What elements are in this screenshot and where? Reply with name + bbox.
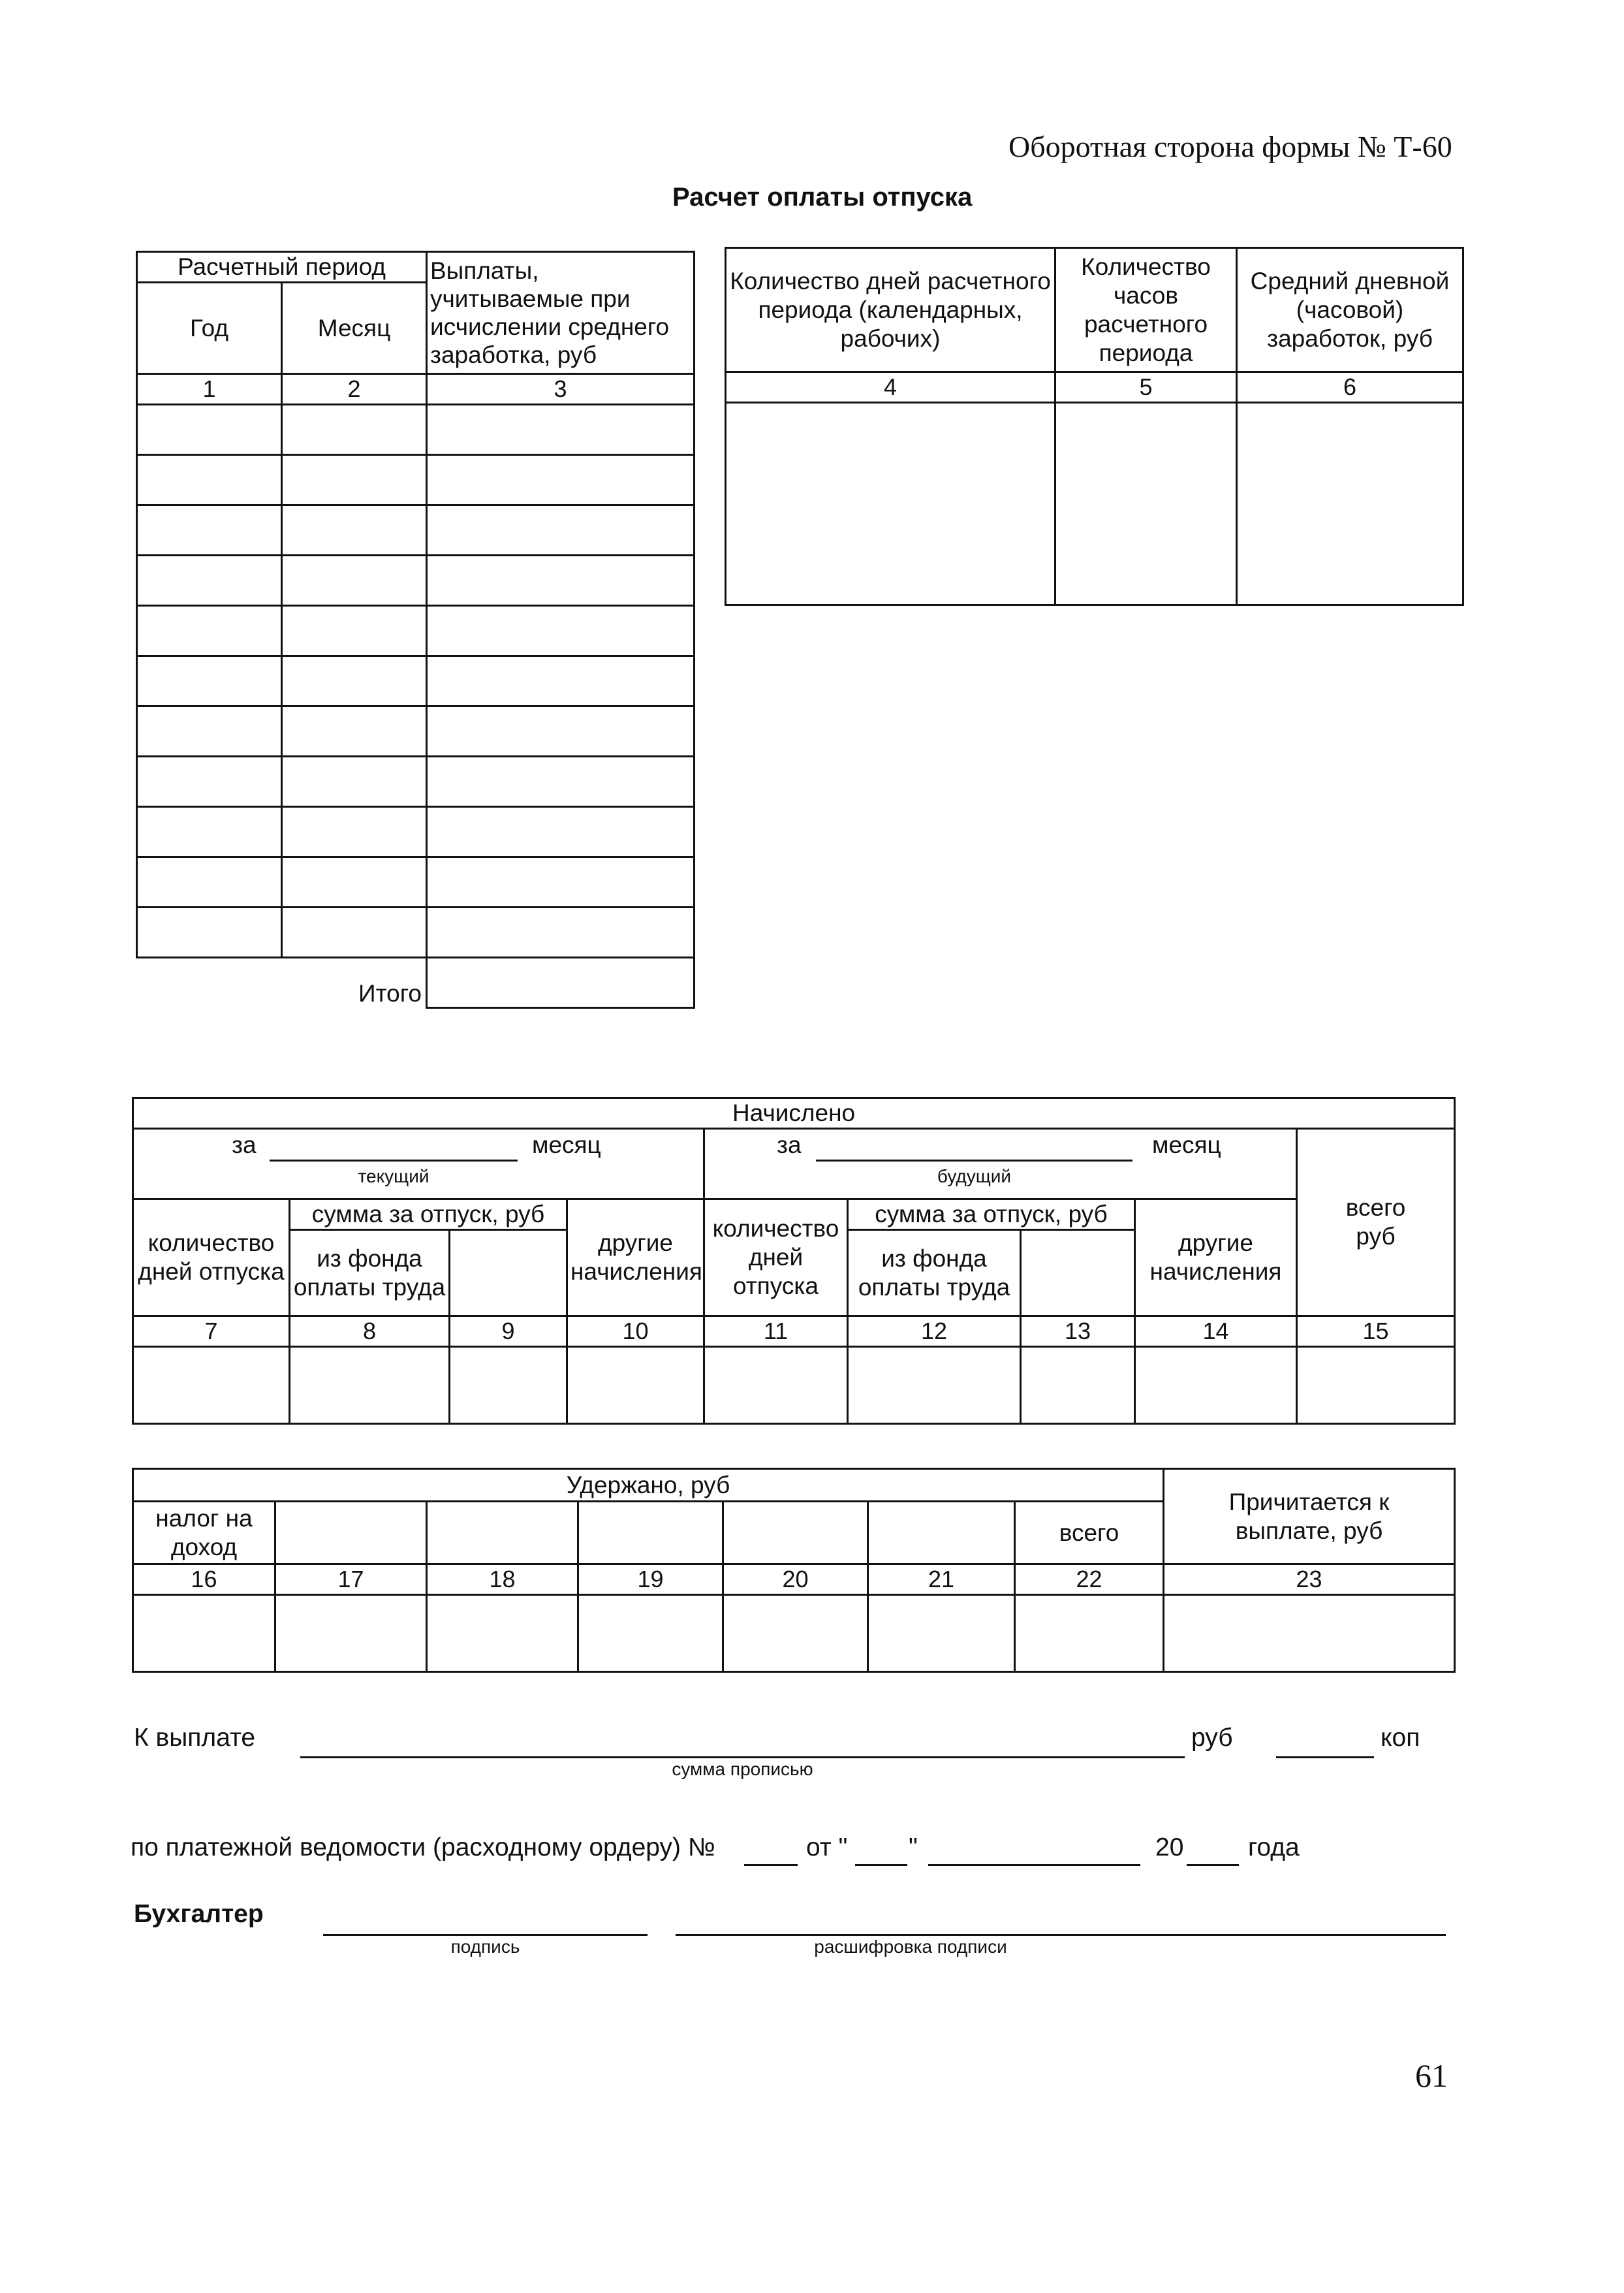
month-cell[interactable] [282,556,427,606]
col-number: 22 [1015,1564,1164,1595]
current-month-line[interactable] [270,1160,518,1162]
year-cell[interactable] [137,455,282,505]
income-tax-header: налог на доход [133,1502,275,1564]
days-vacation-next-header: количество дней отпуска [704,1199,848,1316]
col-number: 15 [1297,1316,1455,1347]
month-cell[interactable] [282,908,427,958]
year-cell[interactable] [137,656,282,706]
withheld-cell[interactable] [868,1595,1015,1672]
avg-earnings-cell[interactable] [1237,403,1463,605]
payments-cell[interactable] [427,807,695,857]
month-cell[interactable] [282,656,427,706]
page-title: Расчет оплаты отпуска [672,183,973,212]
month-cell[interactable] [282,857,427,908]
col-number: 16 [133,1564,275,1595]
accountant-label: Бухгалтер [134,1900,264,1928]
kop-line[interactable] [1276,1756,1374,1758]
col-number: 7 [133,1316,290,1347]
month-cell[interactable] [282,807,427,857]
total-label: Итого [358,979,422,1007]
accrued-cell[interactable] [567,1347,704,1424]
from-label: от " [806,1833,848,1861]
col-number: 12 [848,1316,1021,1347]
signature-line[interactable] [323,1934,648,1936]
days-cell[interactable] [726,403,1055,605]
statement-number-line[interactable] [744,1864,798,1866]
current-prefix: за [232,1131,257,1158]
year-cell[interactable] [137,706,282,757]
total-cell[interactable] [427,958,695,1008]
year-cell[interactable] [137,757,282,807]
month-cell[interactable] [282,455,427,505]
amount-caption: сумма прописью [672,1759,813,1779]
withheld-cell[interactable] [723,1595,868,1672]
statement-label: по платежной ведомости (расходному ордеру) № [131,1833,715,1861]
accrued-cell[interactable] [133,1347,290,1424]
next-caption: будущий [937,1166,1012,1186]
accrued-title: Начислено [133,1098,1455,1129]
sum-vacation-next-header: сумма за отпуск, руб [848,1199,1135,1230]
month-cell[interactable] [282,606,427,656]
year-cell[interactable] [137,556,282,606]
col-number: 20 [723,1564,868,1595]
payments-cell[interactable] [427,857,695,908]
year-cell[interactable] [137,505,282,556]
signature-decoding-line[interactable] [676,1934,1446,1936]
payments-cell[interactable] [427,606,695,656]
withheld-cell[interactable] [275,1595,427,1672]
accrued-cell[interactable] [290,1347,450,1424]
current-month-cell [133,1129,704,1199]
to-pay-header: Причитается к выплате, руб [1164,1469,1455,1564]
withheld-cell[interactable] [427,1595,578,1672]
payments-cell[interactable] [427,505,695,556]
col-number: 6 [1237,372,1463,403]
col-number: 14 [1135,1316,1297,1347]
withheld-cell[interactable] [1015,1595,1164,1672]
empty-subheader [1021,1230,1135,1316]
current-caption: текущий [358,1166,429,1186]
day-line[interactable] [855,1864,907,1866]
next-suffix: месяц [1152,1131,1221,1158]
kop-label: коп [1381,1724,1420,1752]
hours-cell[interactable] [1055,403,1237,605]
accrued-cell[interactable] [1297,1347,1455,1424]
col-number: 2 [282,374,427,405]
year-cell[interactable] [137,857,282,908]
to-pay-label: К выплате [134,1724,256,1752]
empty-subheader [275,1502,427,1564]
rub-label: руб [1191,1724,1233,1752]
col-number: 18 [427,1564,578,1595]
next-prefix: за [777,1131,802,1158]
payments-cell[interactable] [427,757,695,807]
col-number: 5 [1055,372,1237,403]
next-month-line[interactable] [816,1160,1132,1162]
year-cell[interactable] [137,606,282,656]
col-number: 19 [578,1564,723,1595]
days-header: Количество дней расчетного периода (календарных, рабочих) [726,248,1055,372]
accrued-table [132,1097,1456,1425]
empty-subheader [723,1502,868,1564]
month-cell[interactable] [282,706,427,757]
accrued-cell[interactable] [848,1347,1021,1424]
empty-subheader [450,1230,567,1316]
payments-cell[interactable] [427,908,695,958]
page-number: 61 [1415,2057,1448,2094]
sum-vacation-current-header: сумма за отпуск, руб [290,1199,567,1230]
payments-cell[interactable] [427,706,695,757]
payments-cell[interactable] [427,556,695,606]
month-header: Месяц [282,283,427,374]
payments-cell[interactable] [427,405,695,455]
accrued-cell[interactable] [1135,1347,1297,1424]
year-cell[interactable] [137,807,282,857]
col-number: 9 [450,1316,567,1347]
payments-header: Выплаты, учитываемые при исчислении среднего заработка, руб [427,252,695,374]
year-prefix: 20 [1155,1833,1184,1861]
period-table [136,251,695,1009]
month-line[interactable] [928,1864,1140,1866]
amount-in-words-line[interactable] [300,1756,1185,1758]
accrued-cell[interactable] [704,1347,848,1424]
empty-subheader [427,1502,578,1564]
next-month-cell [704,1129,1297,1199]
empty-subheader [578,1502,723,1564]
withheld-cell[interactable] [578,1595,723,1672]
days-table [725,247,1464,606]
withheld-total-header: всего [1015,1502,1164,1564]
days-vacation-current-header: количество дней отпуска [133,1199,290,1316]
month-cell[interactable] [282,505,427,556]
year-line[interactable] [1187,1864,1239,1866]
quote-close: " [909,1833,918,1861]
year-cell[interactable] [137,908,282,958]
withheld-table [132,1468,1456,1673]
withheld-title: Удержано, руб [133,1469,1164,1502]
col-number: 10 [567,1316,704,1347]
payments-cell[interactable] [427,656,695,706]
col-number: 11 [704,1316,848,1347]
year-suffix: года [1248,1833,1300,1861]
month-cell[interactable] [282,757,427,807]
decoding-caption: расшифровка подписи [814,1937,1007,1957]
col-number: 13 [1021,1316,1135,1347]
avg-earnings-header: Средний дневной (часовой) заработок, руб [1237,248,1463,372]
accrued-cell[interactable] [1021,1347,1135,1424]
payments-cell[interactable] [427,455,695,505]
current-suffix: месяц [532,1131,601,1158]
withheld-cell[interactable] [133,1595,275,1672]
col-number: 21 [868,1564,1015,1595]
col-number: 4 [726,372,1055,403]
accrued-cell[interactable] [450,1347,567,1424]
col-number: 8 [290,1316,450,1347]
other-next-header: другие начисления [1135,1199,1297,1316]
other-current-header: другие начисления [567,1199,704,1316]
year-header: Год [137,283,282,374]
form-side-label: Оборотная сторона формы № Т-60 [1008,130,1452,163]
empty-subheader [868,1502,1015,1564]
col-number: 3 [427,374,695,405]
hours-header: Количество часов расчетного периода [1055,248,1237,372]
signature-caption: подпись [450,1937,520,1957]
year-cell[interactable] [137,405,282,455]
col-number: 23 [1164,1564,1455,1595]
period-group-header: Расчетный период [137,252,427,283]
col-number: 1 [137,374,282,405]
col-number: 17 [275,1564,427,1595]
from-fund-next-header: из фонда оплаты труда [848,1230,1021,1316]
from-fund-current-header: из фонда оплаты труда [290,1230,450,1316]
month-cell[interactable] [282,405,427,455]
to-pay-cell[interactable] [1164,1595,1455,1672]
total-rub-header: всего руб [1297,1129,1455,1316]
